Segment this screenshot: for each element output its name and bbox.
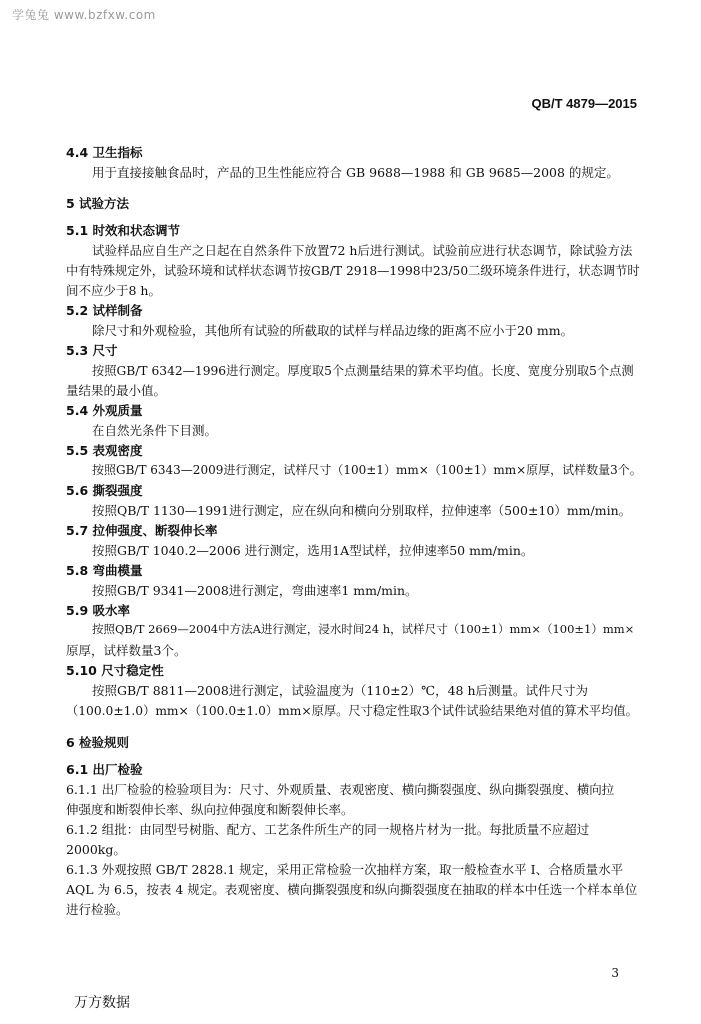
paragraph-6-1-1-line2: 伸强度和断裂伸长率、纵向拉伸强度和断裂伸长率。 — [66, 802, 354, 817]
heading-5-8: 5.8 弯曲模量 — [66, 563, 143, 578]
paragraph-5-8: 按照GB/T 9341—2008进行测定，弯曲速率1 mm/min。 — [92, 583, 418, 598]
paragraph-5-10-line2: （100.0±1.0）mm×（100.0±1.0）mm×原厚。尺寸稳定性取3个试件试验结果绝对值的算术平均值。 — [66, 704, 638, 718]
heading-5: 5 试验方法 — [66, 196, 130, 211]
paragraph-5-1-line2: 中有特殊规定外，试验环境和试样状态调节按GB/T 2918—1998中23/50二级环境条件进行，状态调节时 — [66, 264, 640, 278]
paragraph-6-1-2-line2: 2000kg。 — [66, 842, 126, 857]
paragraph-5-5: 按照GB/T 6343—2009进行测定，试样尺寸（100±1）mm×（100±1）mm×原厚，试样数量3个。 — [92, 463, 642, 477]
heading-5-5: 5.5 表观密度 — [66, 443, 143, 458]
paragraph-5-9-line1: 按照QB/T 2669—2004中方法A进行测定，浸水时间24 h，试样尺寸（100±1）mm×（100±1）mm× — [92, 622, 635, 636]
paragraph-6-1-3-line1: 6.1.3 外观按照 GB/T 2828.1 规定，采用正常检验一次抽样方案，取一般检查水平 I、合格质量水平 — [66, 862, 624, 877]
heading-5-6: 5.6 撕裂强度 — [66, 483, 143, 498]
paragraph-5-3-line2: 量结果的最小值。 — [66, 383, 167, 398]
heading-6-1: 6.1 出厂检验 — [66, 762, 143, 777]
heading-5-9: 5.9 吸水率 — [66, 603, 130, 618]
heading-6: 6 检验规则 — [66, 735, 130, 750]
paragraph-6-1-1-line1: 6.1.1 出厂检验的检验项目为：尺寸、外观质量、表观密度、横向撕裂强度、纵向撕裂强度、横向拉 — [66, 782, 615, 797]
paragraph-6-1-3-line3: 进行检验。 — [66, 902, 129, 917]
paragraph-5-2: 除尺寸和外观检验，其他所有试验的所截取的试样与样品边缘的距离不应小于20 mm。 — [92, 323, 574, 338]
page-number: 3 — [611, 966, 619, 980]
footer-source: 万方数据 — [74, 995, 130, 1011]
paragraph-5-10-line1: 按照GB/T 8811—2008进行测定，试验温度为（110±2）℃，48 h后测量。试件尺寸为 — [92, 683, 589, 698]
paragraph-6-1-2-line1: 6.1.2 组批：由同型号树脂、配方、工艺条件所生产的同一规格片材为一批。每批质量不应超过 — [66, 822, 590, 837]
paragraph-5-9-line2: 原厚，试样数量3个。 — [66, 643, 187, 658]
heading-5-2: 5.2 试样制备 — [66, 303, 143, 318]
standard-code: QB/T 4879—2015 — [531, 96, 637, 111]
paragraph-5-1-line3: 间不应少于8 h。 — [66, 283, 161, 298]
paragraph-5-6: 按照QB/T 1130—1991进行测定，应在纵向和横向分别取样，拉伸速率（500±10）mm/min。 — [92, 503, 632, 518]
heading-5-4: 5.4 外观质量 — [66, 403, 143, 418]
heading-5-1: 5.1 时效和状态调节 — [66, 223, 180, 238]
watermark: 学兔兔 www.bzfxw.com — [12, 8, 156, 22]
paragraph-5-7: 按照GB/T 1040.2—2006 进行测定，选用1A型试样，拉伸速率50 mm/min。 — [92, 543, 534, 558]
heading-5-10: 5.10 尺寸稳定性 — [66, 663, 164, 678]
paragraph-4-4: 用于直接接触食品时，产品的卫生性能应符合 GB 9688—1988 和 GB 9685—2008 的规定。 — [92, 165, 619, 180]
heading-5-7: 5.7 拉伸强度、断裂伸长率 — [66, 523, 218, 538]
heading-4-4: 4.4 卫生指标 — [66, 145, 143, 160]
paragraph-5-3-line1: 按照GB/T 6342—1996进行测定。厚度取5个点测量结果的算术平均值。长度、宽度分别取5个点测 — [92, 364, 634, 378]
heading-5-3: 5.3 尺寸 — [66, 343, 118, 358]
paragraph-6-1-3-line2: AQL 为 6.5，按表 4 规定。表观密度、横向撕裂强度和纵向撕裂强度在抽取的样本中任选一个样本单位 — [66, 882, 638, 897]
paragraph-5-4: 在自然光条件下目测。 — [92, 423, 218, 438]
paragraph-5-1-line1: 试验样品应自生产之日起在自然条件下放置72 h后进行测试。试验前应进行状态调节，除试验方法 — [92, 243, 633, 258]
